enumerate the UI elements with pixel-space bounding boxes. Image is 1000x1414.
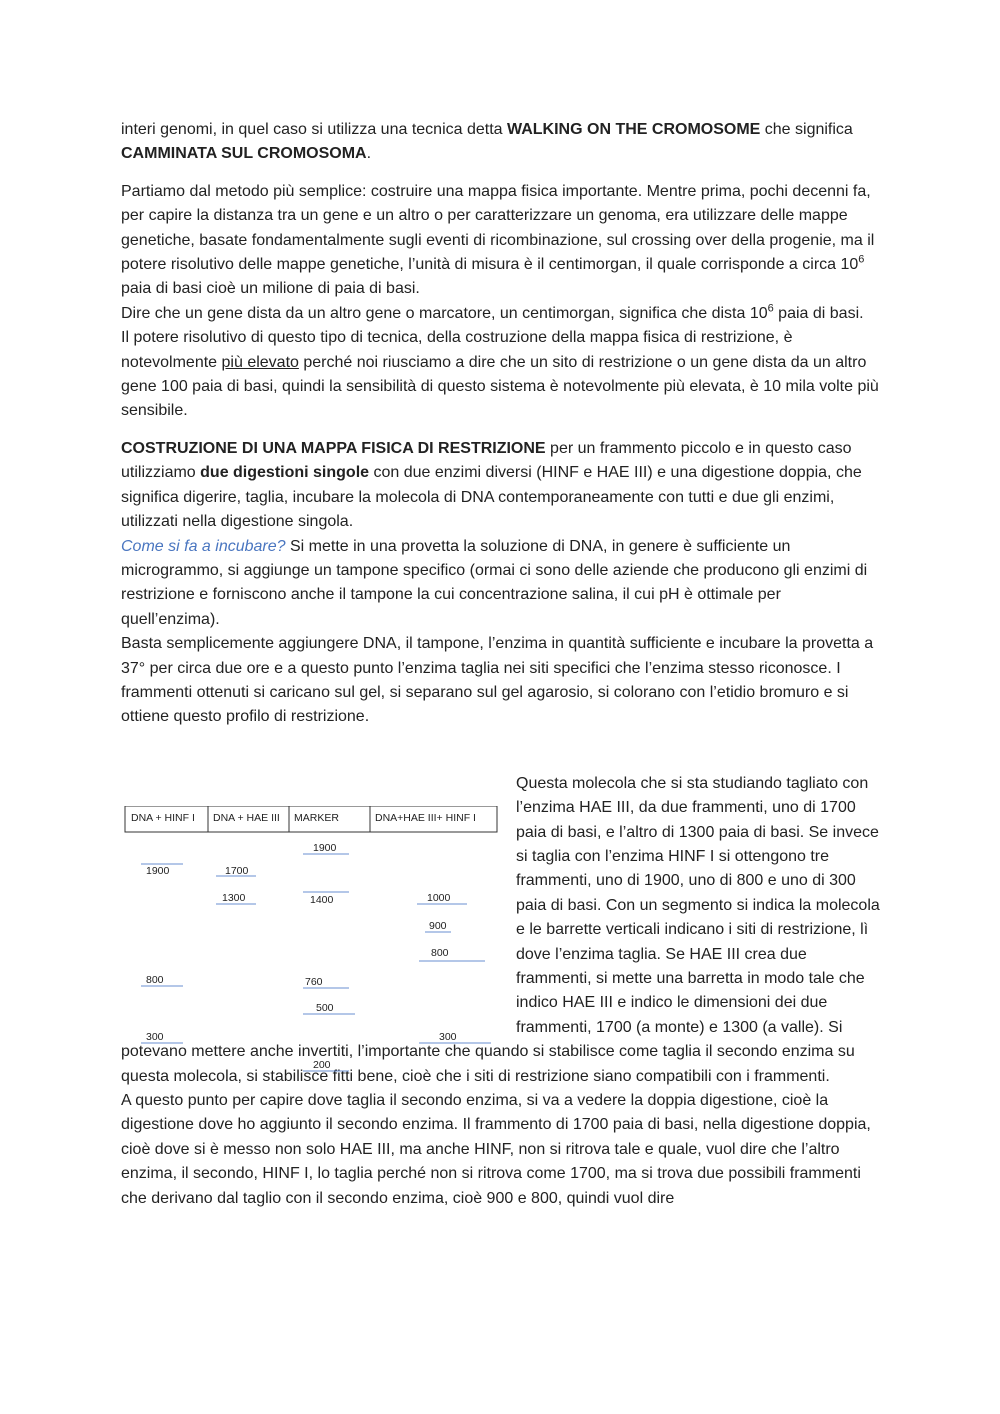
paragraph-walking: [121, 118, 883, 167]
band-label: 200: [313, 1058, 331, 1071]
paragraph-side-text: Questa molecola che si sta studiando tagliato con l’enzima HAE III, da due frammenti, uno di 1700 paia di basi, e l’altro di 1300 paia di basi. Se invece si taglia con l’enzima HINF I si ottengono tre frammenti, uno di 1900, uno di 800 e uno di 300 paia di basi. Con un segmento si indica la molecola e le barrette verticali indicano i siti di restrizione, lì dove l’enzima taglia. Se HAE III crea due frammenti, si mette una barretta in modo tale che indico HAE III e indico le dimensioni dei due frammenti, 1700 (a monte) e 1300 (a valle). Si: [516, 774, 880, 1036]
restriction-gel-table: [121, 806, 501, 1082]
paragraph-costruzione: [121, 437, 883, 730]
band-label: 760: [305, 975, 323, 988]
band-label: 1000: [427, 891, 451, 904]
band-label: 500: [316, 1001, 334, 1014]
band-label: 1700: [225, 864, 249, 877]
lane-header-marker: MARKER: [294, 811, 339, 824]
text: che significa: [760, 121, 853, 138]
band-label: 300: [146, 1030, 164, 1043]
text: Partiamo dal metodo più semplice: costruire una mappa fisica importante. Mentre prima, pochi decenni fa, per capire la distanza tra un gene e un altro o per caratterizzare un genoma, era utilizzare delle mappe genetiche, basate fondamentalmente sugli eventi di ricombinazione, sul crossing over della progenie, ma il potere risolutivo delle mappe genetiche, l’unità di misura è il centimorgan, il quale corrisponde a circa 10: [121, 182, 875, 274]
bold-term: WALKING ON THE CROMOSOME: [507, 121, 761, 138]
underlined-text: più elevato: [221, 353, 299, 371]
text: Si mette in una provetta la soluzione di DNA, in genere è sufficiente un microgrammo, si aggiunge un tampone specifico (ormai ci sono delle aziende che producono gli enzimi di restrizione e forniscono anche il tampone la cui concentrazione salina, il cui pH è ottimale per quell’enzima).: [121, 537, 868, 628]
gel-diagram: [121, 806, 501, 1082]
lane-header-double: DNA+HAE III+ HINF I: [375, 811, 476, 824]
band-label: 1900: [146, 864, 170, 877]
text: potevano mettere anche invertiti, l’importante che quando si stabilisce come taglia il secondo enzima su questa molecola, si stabilisce fitti bene, cioè che i siti di restrizione siano compatibili con i frammenti.: [121, 1043, 855, 1085]
lane-header-hae: DNA + HAE III: [213, 811, 280, 824]
band-label: 1400: [310, 893, 334, 906]
bold-term: CAMMINATA SUL CROMOSOMA: [121, 145, 367, 163]
paragraph-mappa-genetica: [121, 180, 883, 424]
text: A questo punto per capire dove taglia il secondo enzima, si va a vedere la doppia digestione, cioè la digestione dove ho aggiunto il secondo enzima. Il frammento di 1700 paia di basi, nella digestione doppia, cioè dove si è messo non solo HAE III, ma anche HINF, non si ritrova tale e quale, vuol dire che l’altro enzima, il secondo, HINF I, lo taglia perché non si ritrova come 1700, ma si trova due possibili frammenti che derivano dal taglio con il secondo enzima, cioè 900 e 800, quindi vuol dire: [121, 1092, 871, 1207]
superscript: 6: [858, 253, 865, 266]
question-text: Come si fa a incubare?: [121, 537, 286, 555]
text: con due enzimi diversi (HINF e HAE III) e una digestione doppia, che significa digerire, taglia, incubare la molecola di DNA contemporaneamente con tutti e due gli enzimi, utilizzati nella digestione singola.: [121, 464, 862, 531]
text: .: [366, 145, 372, 163]
section-heading: COSTRUZIONE DI UNA MAPPA FISICA DI RESTRIZIONE: [121, 439, 546, 457]
text: interi genomi, in quel caso si utilizza una tecnica detta: [121, 121, 507, 138]
band-label: 900: [429, 919, 447, 932]
text: Basta semplicemente aggiungere DNA, il tampone, l’enzima in quantità sufficiente e incubare la provetta a 37° per circa due ore e a questo punto l’enzima taglia nei siti specifici che l’enzima stesso riconosce. I frammenti ottenuti si caricano sul gel, si separano sul gel agarosio, si colorano con l’etidio bromuro e si ottiene questo profilo di restrizione.: [121, 635, 874, 726]
lane-header-hinf: DNA + HINF I: [131, 811, 195, 824]
band-label: 1900: [313, 841, 337, 854]
text: perché noi riusciamo a dire che un sito di restrizione o un gene dista da un altro gene 100 paia di basi, quindi la sensibilità di questo sistema è notevolmente più elevata, è 10 mila volte più sensibile.: [121, 353, 879, 420]
superscript: 6: [767, 302, 774, 315]
text: Dire che un gene dista da un altro gene o marcatore, un centimorgan, significa che dista 10: [121, 304, 768, 322]
text: paia di basi cioè un milione di paia di basi.: [121, 280, 420, 298]
band-label: 300: [439, 1030, 457, 1043]
band-label: 800: [146, 973, 164, 986]
bold-term: due digestioni singole: [200, 464, 370, 482]
band-label: 1300: [222, 891, 246, 904]
document-page: [121, 118, 883, 1211]
text: paia di basi.: [773, 304, 864, 322]
text: per un frammento piccolo e in questo caso utilizziamo: [121, 439, 852, 482]
band-label: 800: [431, 946, 449, 959]
text: Il potere risolutivo di questo tipo di tecnica, della costruzione della mappa fisica di restrizione, è notevolmente: [121, 329, 793, 371]
